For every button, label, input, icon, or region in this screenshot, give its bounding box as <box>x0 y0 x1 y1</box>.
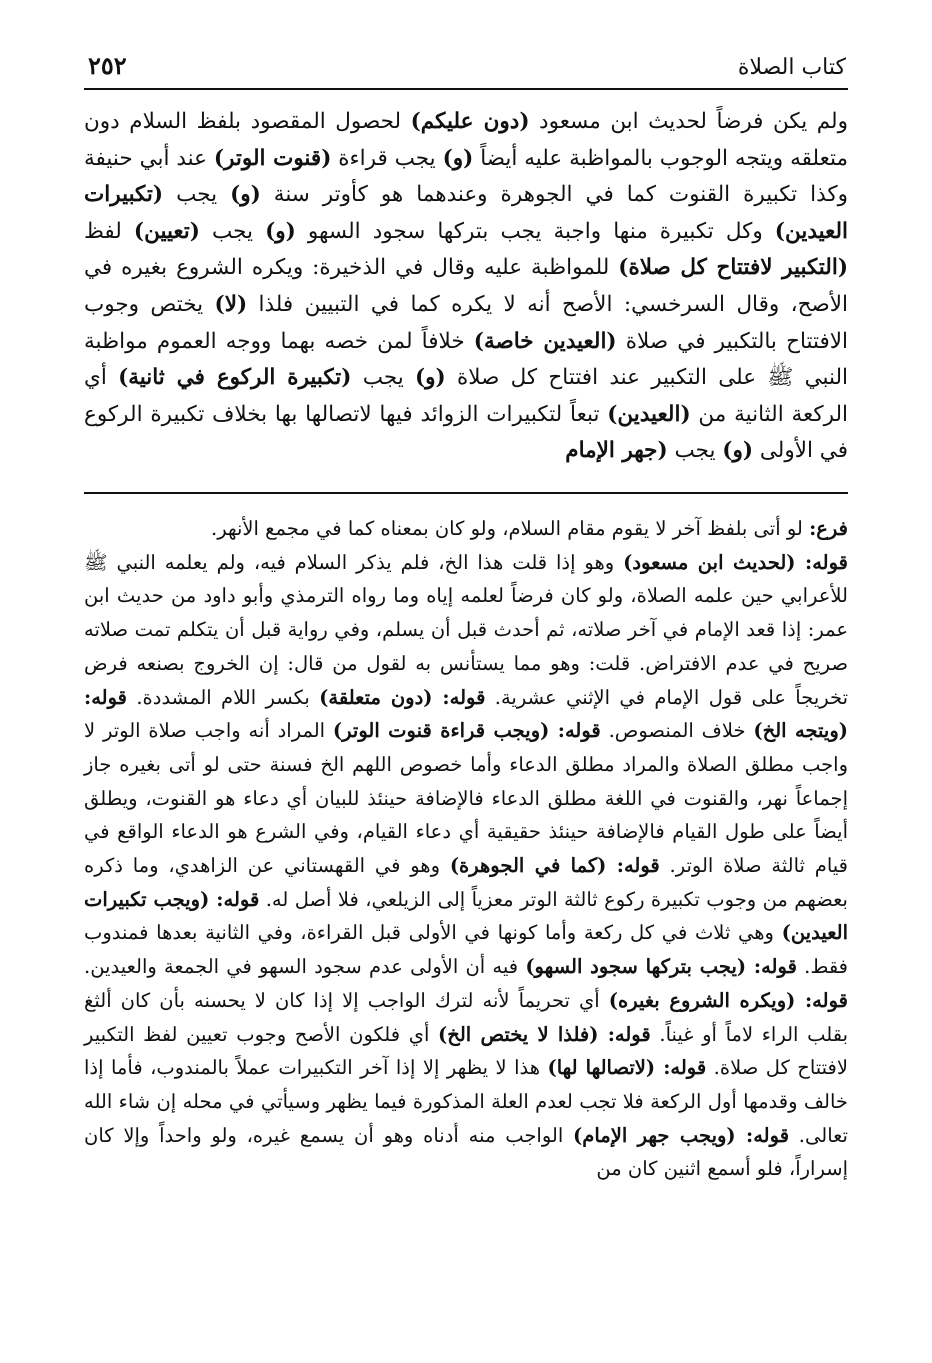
text-run: يجب قراءة <box>331 145 443 171</box>
bold-run: (لا) <box>214 291 248 317</box>
text-run: أي تحريماً لأنه لترك الواجب إلا إذا كان لا يحسنه بأن كان ألثغ بقلب الراء لاماً أو غيناً. <box>84 988 848 1046</box>
bold-run: فرع: <box>809 517 848 540</box>
bold-run: قوله: (لحديث ابن مسعود) <box>623 550 848 574</box>
bold-run: (تكبيرات العيدين) <box>84 182 848 244</box>
bold-run: قوله: (لاتصالها لها) <box>547 1056 707 1080</box>
commentary-paragraph <box>84 546 848 1186</box>
text-run: أي الركعة الثانية من <box>84 365 849 427</box>
book-title: كتاب الصلاة <box>737 55 846 80</box>
bold-run: (و) <box>722 438 754 464</box>
bold-run: (تعيين) <box>133 218 200 244</box>
text-run: خلافاً لمن خصه بهما ووجه العموم مواظبة النبي ﷺ على التكبير عند افتتاح كل صلاة <box>84 328 848 391</box>
main-text <box>84 104 848 470</box>
header-divider <box>84 88 848 90</box>
main-paragraph <box>84 104 848 470</box>
text-run: لفظ <box>84 218 134 244</box>
bold-run: قوله: (كما في الجوهرة) <box>449 854 660 878</box>
bold-run: (العيدين) <box>607 401 691 427</box>
bold-run: (جهر الإمام <box>565 438 668 464</box>
text-run: ولم يكن فرضاً لحديث ابن مسعود <box>529 109 848 134</box>
text-run: الواجب منه أدناه وهو أن يسمع غيره، ولو واحداً وإلا كان إسراراً، فلو أسمع اثنين كان من <box>84 1123 848 1181</box>
text-run: للمواظبة عليه وقال في الذخيرة: ويكره الشروع بغيره في الأصح، وقال السرخسي: الأصح أنه لا يكره كما في التبيين فلذا <box>84 255 848 317</box>
text-run: عند أبي حنيفة وكذا تكبيرة القنوت كما في الجوهرة وعندهما هو كأوتر سنة <box>84 145 848 208</box>
text-run: يختص وجوب الافتتاح بالتكبير في صلاة <box>84 291 848 354</box>
bold-run: (و) <box>230 182 261 208</box>
text-run: يجب <box>351 365 415 391</box>
bold-run: (قنوت الوتر) <box>213 145 332 171</box>
bold-run: (دون عليكم) <box>410 109 530 134</box>
bold-run: قوله: (يجب بتركها سجود السهو) <box>525 955 797 979</box>
text-run: يجب <box>163 182 231 208</box>
bold-run: قوله: (فلذا لا يختص الخ) <box>438 1022 651 1046</box>
text-run: خلاف المنصوص. <box>600 719 754 743</box>
text-run: تبعاً لتكبيرات الزوائد فيها لاتصالها بها بخلاف تكبيرة الركوع في الأولى <box>84 401 848 464</box>
page-header <box>88 40 846 80</box>
text-run: وكل تكبيرة منها واجبة يجب بتركها سجود السهو <box>295 218 775 244</box>
bold-run: (العيدين خاصة) <box>473 328 617 354</box>
text-run: وهو إذا قلت هذا الخ، فلم يذكر السلام فيه، ولم يعلمه النبي ﷺ للأعرابي حين علمه الصلاة، ولو كان فرضاً لعلمه إياه وما رواه الترمذي وأبو داود من حديث ابن عمر: إذا قعد الإمام في آخر صلاته، ثم أحدث قبل أن يسلم، وفي رواية قبل أن يتكلم تمت صلاته صريح في عدم الافتراض. قلت: وهو مما يستأنس به لقول من قال: إن الخروج بصنعه فرض تخريجاً على قول الإمام في الإثني عشرية. <box>84 550 849 709</box>
bold-run: (و) <box>414 365 446 391</box>
text-run: بكسر اللام المشددة. <box>127 685 320 709</box>
bold-run: قوله: (ويتجه الخ) <box>84 685 848 743</box>
text-run: يجب <box>199 218 266 244</box>
bold-run: (و) <box>442 145 474 171</box>
text-run: فيه أن الأولى عدم سجود السهو في الجمعة والعيدين. <box>84 955 526 979</box>
text-run: هذا لا يظهر إلا إذا آخر التكبيرات عملاً بالمندوب، فأما إذا خالف وقدمها أول الركعة فلا تجب لعدم العلة المذكورة فيما يظهر وسيأتي في محله إن شاء الله تعالى. <box>84 1056 848 1147</box>
text-run: وهي ثلاث في كل ركعة وأما كونها في الأولى قبل القراءة، وفي الثانية بعدها فمندوب فقط. <box>84 921 849 979</box>
bold-run: قوله: (ويكره الشروع بغيره) <box>608 988 848 1012</box>
text-run: المراد أنه واجب صلاة الوتر لا واجب مطلق الصلاة والمراد مطلق الدعاء وأما خصوص اللهم الخ فسنة حتى لو أتى بغيره جاز إجماعاً نهر، والقنوت في اللغة مطلق الدعاء فالإضافة حينئذ للبيان أي دعاء هو القنوت، ويطلق أيضاً على طول القيام فالإضافة حينئذ حقيقية أي دعاء القيام، وفي الشرع هو الدعاء الواقع في قيام ثالثة صلاة الوتر. <box>84 719 848 878</box>
text-run: وهو في القهستاني عن الزاهدي، وما ذكره بعضهم من وجوب تكبيرة ركوع ثالثة الوتر معزياً إلى الزيلعي، فلا أصل له. <box>84 854 848 911</box>
commentary-paragraph-branch <box>84 512 848 546</box>
bold-run: قوله: (ويجب جهر الإمام) <box>573 1123 790 1147</box>
page-number: ٢٥٢ <box>88 51 127 80</box>
bold-run: قوله: (دون متعلقة) <box>319 685 486 709</box>
bold-run: قوله: (ويجب تكبيرات العيدين) <box>84 887 848 945</box>
bold-run: (تكبيرة الركوع في ثانية) <box>118 365 352 391</box>
text-run: لحصول المقصود بلفظ السلام دون متعلقه ويتجه الوجوب بالمواظبة عليه أيضاً <box>84 109 848 171</box>
commentary <box>84 512 848 1186</box>
bold-run: (و) <box>265 218 296 244</box>
bold-run: قوله: (ويجب قراءة قنوت الوتر) <box>332 719 601 743</box>
text-commentary-divider <box>84 492 848 494</box>
text-run: أي فلكون الأصح وجوب تعيين لفظ التكبير لافتتاح كل صلاة. <box>84 1022 848 1080</box>
text-run: يجب <box>667 438 723 464</box>
text-run: لو أتى بلفظ آخر لا يقوم مقام السلام، ولو كان بمعناه كما في مجمع الأنهر. <box>211 517 810 540</box>
bold-run: (التكبير لافتتاح كل صلاة) <box>618 255 848 281</box>
